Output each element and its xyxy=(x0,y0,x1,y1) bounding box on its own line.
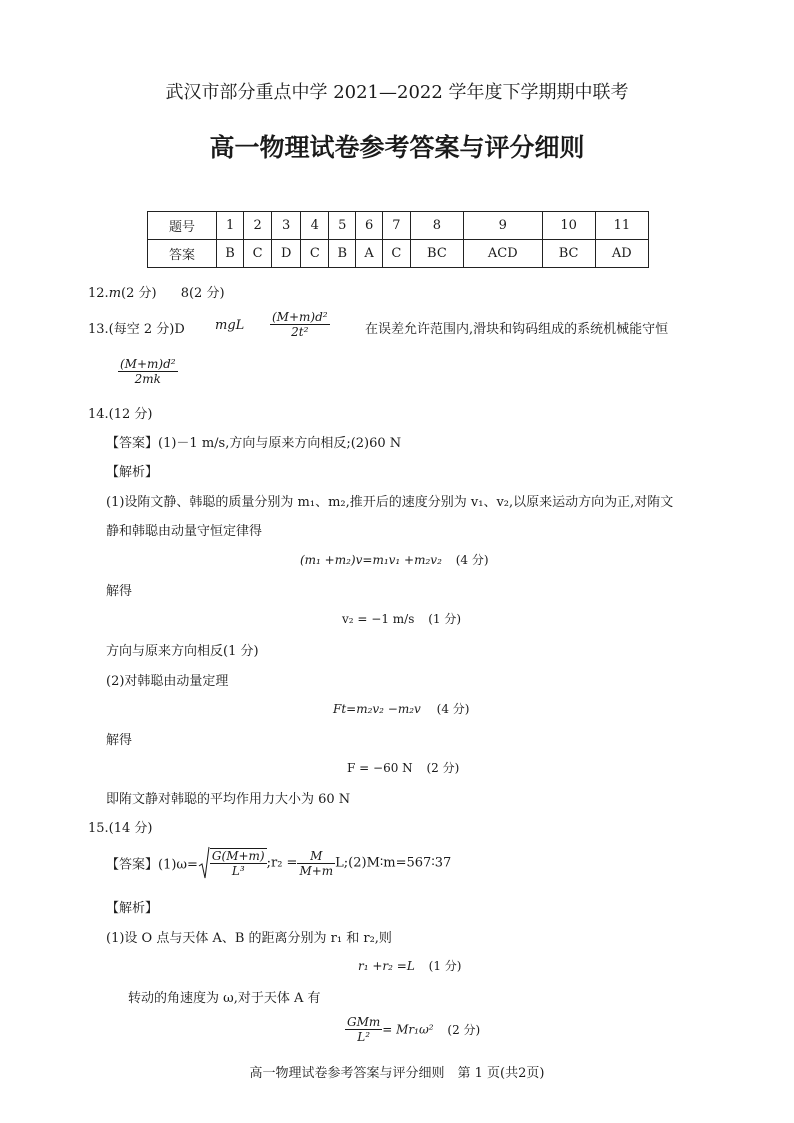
sqrt-expression xyxy=(198,846,267,880)
q12-line xyxy=(88,282,225,301)
table-cell: B xyxy=(329,240,356,268)
q14-label: 14.(12 分) xyxy=(88,407,153,422)
fraction xyxy=(118,357,178,386)
table-cell: C xyxy=(382,240,410,268)
fraction xyxy=(345,1015,382,1044)
table-cell: C xyxy=(301,240,329,268)
table-cell: 4 xyxy=(301,212,329,240)
table-row xyxy=(148,240,649,268)
table-cell: AD xyxy=(595,240,648,268)
q13-conclusion: 在误差允许范围内,滑块和钩码组成的系统机械能守恒 xyxy=(365,322,669,337)
fraction-denominator: 2mk xyxy=(134,372,161,386)
answer-prefix: 【答案】(1)ω= xyxy=(106,857,198,873)
score: (1 分) xyxy=(428,959,462,973)
fraction-denominator: M+m xyxy=(299,863,334,878)
equation: r₁ +r₂ =L xyxy=(358,959,415,973)
fraction-numerator: (M+m)d² xyxy=(272,310,328,324)
table-cell: B xyxy=(217,240,244,268)
q14-paragraph-1: (1)设陏文静、韩聪的质量分别为 m₁、m₂,推开后的速度分别为 v₁、v₂,以原来运动方向为正,对陏文 xyxy=(106,495,674,510)
table-cell: 9 xyxy=(463,212,542,240)
q12-score-1: (2 分) xyxy=(121,286,157,301)
q15-equation-1 xyxy=(358,957,461,974)
table-cell: C xyxy=(244,240,272,268)
q14-equation-2 xyxy=(342,610,461,627)
q15-analysis-label: 【解析】 xyxy=(106,901,159,916)
q14-answer: 【答案】(1)－1 m/s,方向与原来方向相反;(2)60 N xyxy=(106,436,402,451)
table-cell: 10 xyxy=(542,212,595,240)
table-cell: 8 xyxy=(410,212,463,240)
q14-solve-1: 解得 xyxy=(106,584,133,599)
q15-label: 15.(14 分) xyxy=(88,821,153,836)
exam-subtitle: 武汉市部分重点中学 2021—2022 学年度下学期期中联考 xyxy=(165,82,629,103)
fraction-denominator: 2t² xyxy=(291,325,309,339)
table-header-cell: 答案 xyxy=(148,240,217,268)
table-cell: D xyxy=(272,240,301,268)
q13-label: 13.(每空 2 分)D xyxy=(88,322,185,337)
score: (4 分) xyxy=(455,553,489,567)
q14-equation-1 xyxy=(300,551,489,568)
q14-conclusion: 即陏文静对韩聪的平均作用力大小为 60 N xyxy=(106,792,351,807)
table-cell: 6 xyxy=(356,212,383,240)
fraction-numerator: M xyxy=(297,849,335,864)
fraction-denominator: L³ xyxy=(231,864,245,878)
q12-label: 12. xyxy=(88,286,109,301)
table-cell: 11 xyxy=(595,212,648,240)
q15-answer xyxy=(106,846,451,880)
q14-paragraph-1-cont: 静和韩聪由动量守恒定律得 xyxy=(106,524,263,539)
table-cell: 2 xyxy=(244,212,272,240)
q15-paragraph-2: 转动的角速度为 ω,对于天体 A 有 xyxy=(128,991,321,1006)
table-cell: 1 xyxy=(217,212,244,240)
score: (2 分) xyxy=(447,1023,481,1037)
fraction xyxy=(297,849,335,878)
fraction-numerator: GMm xyxy=(347,1015,381,1029)
page-footer: 高一物理试卷参考答案与评分细则 第 1 页(共2页) xyxy=(249,1066,545,1081)
table-cell: ACD xyxy=(463,240,542,268)
q14-analysis-label: 【解析】 xyxy=(106,465,159,480)
fraction-numerator: (M+m)d² xyxy=(120,357,176,371)
table-cell: 7 xyxy=(382,212,410,240)
q15-equation-2 xyxy=(345,1015,480,1044)
q14-equation-4 xyxy=(347,759,459,776)
table-header-cell: 题号 xyxy=(148,212,217,240)
table-cell: BC xyxy=(542,240,595,268)
fraction xyxy=(270,310,330,339)
fraction-numerator: G(M+m) xyxy=(211,849,265,863)
q14-equation-3 xyxy=(333,700,469,717)
q14-solve-2: 解得 xyxy=(106,733,133,748)
table-cell: 3 xyxy=(272,212,301,240)
q13-fraction-1 xyxy=(270,310,330,339)
q12-answer-1: m xyxy=(108,286,122,301)
fraction xyxy=(210,848,267,878)
equation: v₂ = −1 m/s xyxy=(342,612,415,626)
q14-paragraph-2: (2)对韩聪由动量定理 xyxy=(106,674,229,689)
answer-table xyxy=(147,211,649,268)
score: (1 分) xyxy=(428,612,462,626)
q13-answer-2: mgL xyxy=(215,318,245,333)
q14-direction: 方向与原来方向相反(1 分) xyxy=(106,644,259,659)
page-title: 高一物理试卷参考答案与评分细则 xyxy=(209,133,585,162)
q15-paragraph-1: (1)设 O 点与天体 A、B 的距离分别为 r₁ 和 r₂,则 xyxy=(106,931,392,946)
r2-suffix: L;(2)M∶m=567∶37 xyxy=(335,855,452,871)
equation: F = −60 N xyxy=(347,761,413,775)
radical-sign-icon xyxy=(198,846,210,880)
table-cell: 5 xyxy=(329,212,356,240)
fraction-denominator: L² xyxy=(357,1030,371,1044)
score: (2 分) xyxy=(426,761,460,775)
q12-answer-2: 8(2 分) xyxy=(180,286,225,301)
equation: Ft=m₂v₂ −m₂v xyxy=(333,702,421,716)
q13-fraction-2 xyxy=(118,357,178,386)
table-row xyxy=(148,212,649,240)
equation-rhs: = Mr₁ω² xyxy=(382,1022,434,1037)
equation: (m₁ +m₂)v=m₁v₁ +m₂v₂ xyxy=(300,553,442,567)
table-cell: A xyxy=(356,240,383,268)
score: (4 分) xyxy=(436,702,470,716)
r2-prefix: ;r₂ = xyxy=(266,855,298,871)
table-cell: BC xyxy=(410,240,463,268)
